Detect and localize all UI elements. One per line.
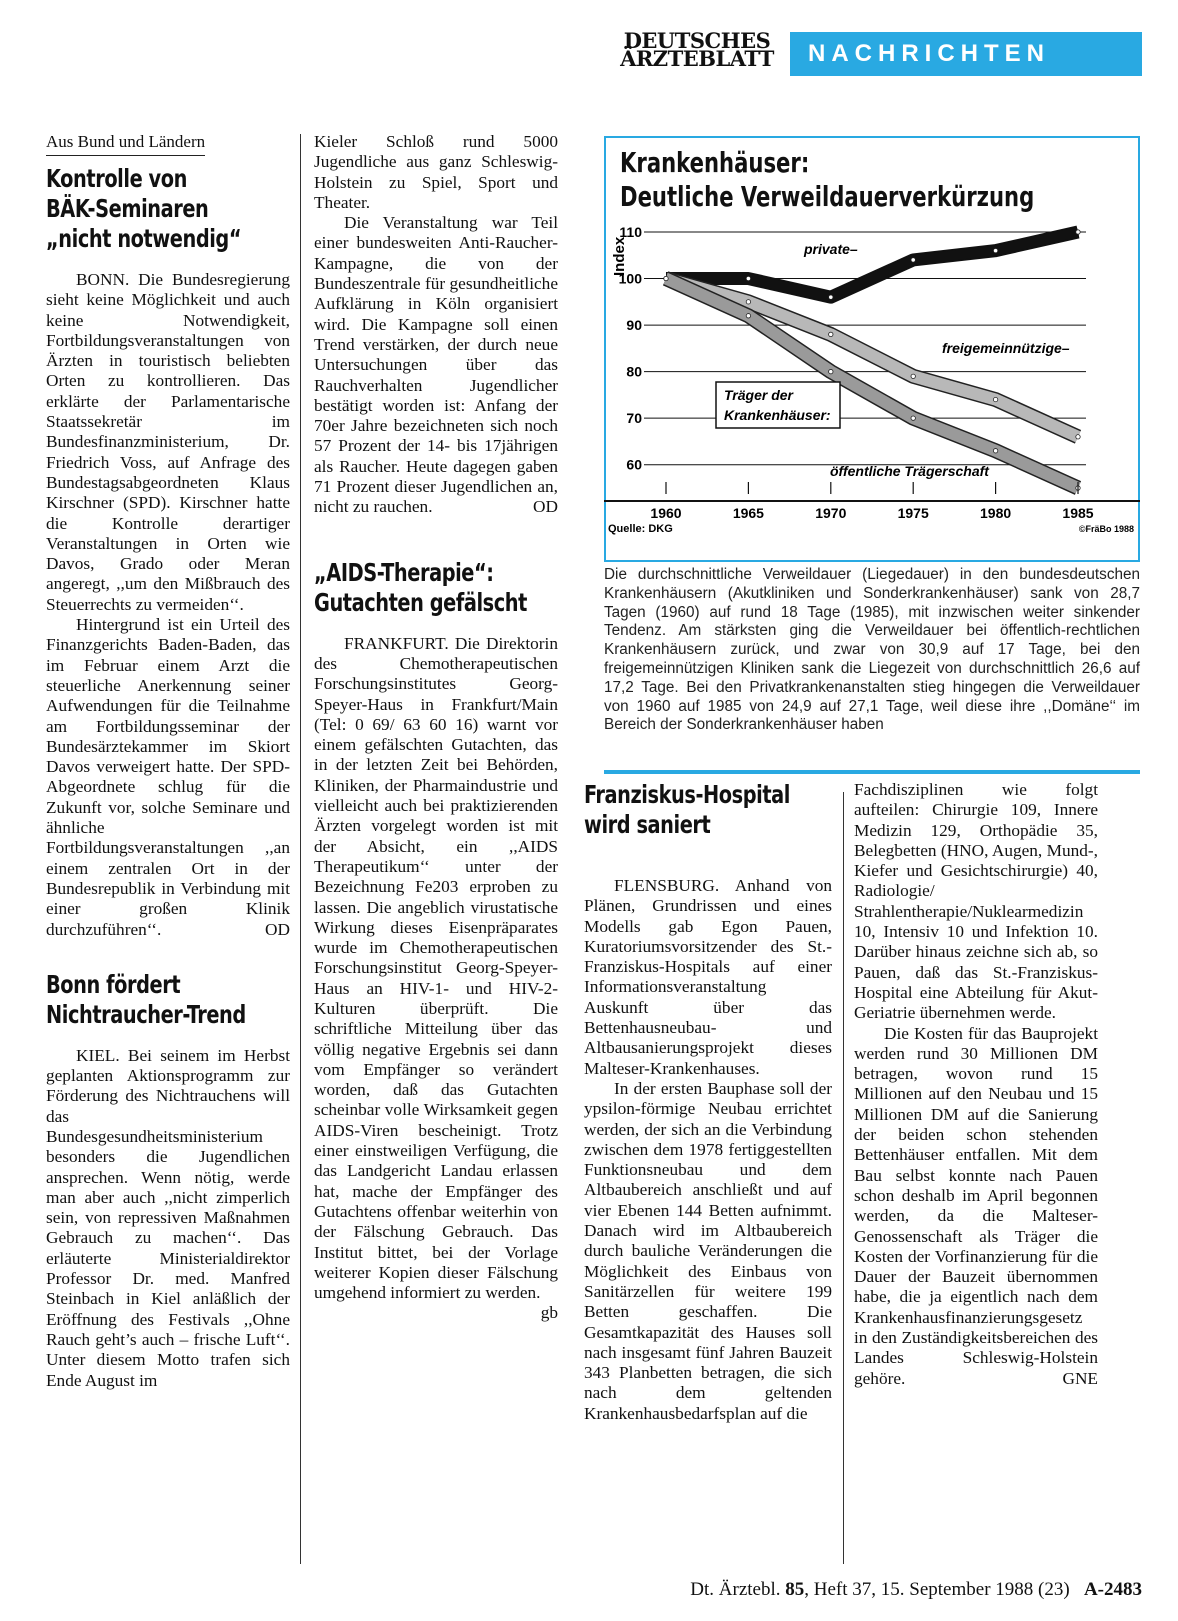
chart-source: Quelle: DKG	[608, 523, 673, 535]
section-rule	[604, 770, 1140, 774]
y-tick-label: 90	[626, 317, 642, 334]
article-paragraph: Die Veranstaltung war Teil einer bundesweiten Anti-Raucher-Kampagne, die von der Bundeszentrale für gesundheitliche Aufklärung in Köln organisiert wird. Die Kampagne soll einen Trend verstärken, der durch neue Untersuchungen über das Rauchverhalten Jugendlicher bestätigt worden ist: Anfang der 70er Jahre bezeichneten sich noch 57 Prozent der 14- bis 17jährigen als Raucher. Heute dagegen gaben 71 Prozent dieser Jugendlichen an, nicht zu rauchen. OD	[314, 213, 558, 517]
page-footer	[572, 1578, 1142, 1602]
y-tick-label: 100	[618, 270, 642, 287]
column-3	[584, 780, 832, 1424]
issue-info: , Heft 37, 15. September 1988 (23)	[804, 1579, 1070, 1600]
column-divider	[843, 792, 844, 1564]
journal-logo	[612, 28, 782, 71]
x-tick-label: 1965	[732, 505, 764, 521]
x-tick-label: 1980	[980, 505, 1012, 521]
data-point	[911, 416, 915, 420]
headline-line: Bonn fördert	[46, 969, 181, 999]
legend-box	[716, 382, 840, 428]
article-paragraph: Die Kosten für das Bauprojekt werden rund 30 Millionen DM betragen, wovon rund 15 Millionen auf den Neubau und 15 Millionen DM auf die Sanierung der beiden schon stehenden Bettenhäuser entfallen. Mit dem Bau selbst konnte nach Pauen schon deshalb im April begonnen werden, da die Malteser-Genossenschaft als Träger die Kosten der Vorfinanzierung für die Dauer der Bauzeit übernommen habe, die ja eigentlich nach dem Krankenhausfinanzierungsgesetz in den Zuständigkeitsbereichen des Landes Schleswig-Holstein gehöre. GNE	[854, 1023, 1098, 1388]
column-2	[314, 132, 558, 1324]
data-point	[746, 276, 750, 280]
article-paragraph: Fachdisziplinen wie folgt aufteilen: Chirurgie 109, Innere Medizin 129, Orthopädie 35, Belegbetten (HNO, Augen, Mund-, Kiefer und Gesichtschirurgie) 40, Radiologie/ Strahlentherapie/Nuklearmedizin 10, Intensiv 10 und Infektion 10. Darüber hinaus zeichne sich ab, so Pauen, daß das St.-Franziskus-Hospital eine Abteilung für Akut-Geriatrie übernehmen werde.	[854, 780, 1098, 1023]
y-tick-label: 60	[626, 456, 642, 473]
chart-credit: ©FräBo 1988	[1078, 524, 1134, 534]
data-point	[1076, 230, 1080, 234]
author-signature: OD	[533, 497, 558, 517]
headline-line: BÄK-Seminaren	[46, 194, 209, 223]
author-signature: GNE	[1062, 1368, 1098, 1388]
series-line	[666, 232, 1078, 297]
column-1	[46, 132, 290, 1391]
x-tick-label: 1975	[897, 505, 929, 521]
legend-box-line: Krankenhäuser:	[724, 407, 831, 423]
data-point	[993, 248, 997, 252]
headline-line: Gutachten gefälscht	[314, 587, 527, 617]
line-chart	[604, 136, 1140, 562]
headline-line: wird saniert	[584, 810, 711, 839]
article-paragraph: In der ersten Bauphase soll der ypsilon-förmige Neubau errichtet werden, der sich an die Verbindung zwischen dem 1978 fertiggestellten Funktionsneubau und dem Altbaubereich anschließt und auf vier Ebenen 144 Betten aufnimmt. Danach wird im Altbaubereich durch bauliche Veränderungen die Möglichkeit des Einbaus von Sanitärzellen für weitere 199 Betten geschaffen. Die Gesamtkapazität des Hauses soll nach insgesamt fünf Jahren Bauzeit 343 Planbetten betragen, die sich nach dem geltenden Krankenhausbedarfsplan auf die	[584, 1078, 832, 1423]
chart-title-line: Deutliche Verweildauerverkürzung	[620, 180, 1035, 213]
author-signature: OD	[265, 919, 290, 939]
column-4	[854, 780, 1098, 1389]
series-label-oeffentliche: öffentliche Trägerschaft	[830, 463, 989, 479]
headline-line: Franziskus-Hospital	[584, 780, 791, 809]
series-label-private: private–	[804, 241, 858, 257]
article-headline	[46, 970, 256, 1030]
data-point	[1076, 435, 1080, 439]
article-headline	[584, 780, 797, 840]
data-point	[993, 449, 997, 453]
data-point	[829, 369, 833, 373]
data-point	[746, 314, 750, 318]
y-tick-label: 70	[626, 410, 642, 427]
article-paragraph: Kieler Schloß rund 5000 Jugendliche aus ganz Schleswig-Holstein zu Spiel, Sport und Theater.	[314, 132, 558, 212]
data-point	[664, 276, 668, 280]
journal-name: Dt. Ärztebl.	[690, 1579, 781, 1600]
y-tick-label: 80	[626, 363, 642, 380]
column-divider	[300, 134, 301, 1564]
headline-line: „nicht notwendig“	[46, 224, 242, 253]
x-tick-label: 1985	[1062, 505, 1094, 521]
article-headline	[46, 164, 256, 254]
data-point	[993, 397, 997, 401]
page-number: A-2483	[1083, 1579, 1142, 1600]
article-paragraph: FLENSBURG. Anhand von Plänen, Grundrissen und eines Modells gab Egon Pauen, Kuratoriumsvorsitzender des St.-Franziskus-Hospitals auf einer Informationsveranstaltung Auskunft über das Bettenhausneubau- und Altbausanierungsprojekt dieses Malteser-Krankenhauses.	[584, 876, 832, 1078]
headline-line: Kontrolle von	[46, 164, 187, 193]
data-point	[911, 374, 915, 378]
y-axis-label: Index	[611, 236, 628, 276]
article-paragraph: BONN. Die Bundesregierung sieht keine Möglichkeit und auch keine Notwendigkeit, Fortbildungsveranstaltungen von Ärzten in touristisch beliebten Orten zu kontrollieren. Das erklärte der Parlamentarische Staatssekretär im Bundesfinanzministerium, Dr. Friedrich Voss, auf Anfrage des Bundestagsabgeordneten Klaus Kirschner (SPD). Kirschner hatte die Kontrolle derartiger Veranstaltungen in Orten wie Davos, Grado oder Meran angeregt, ,,um den Mißbrauch des Steuerrechts zu vermeiden‘‘.	[46, 270, 290, 614]
author-signature: gb	[540, 1303, 558, 1323]
data-point	[829, 332, 833, 336]
data-point	[746, 300, 750, 304]
headline-line: Nichtraucher-Trend	[46, 999, 246, 1029]
x-tick-label: 1960	[650, 505, 682, 521]
article-paragraph: KIEL. Bei seinem im Herbst geplanten Aktionsprogramm zur Förderung des Nichtrauchens will das Bundesgesundheitsministerium besonders die Jugendlichen ansprechen. Wenn nötig, werde man aber auch ,,nicht zimperlich sein, von repressiven Maßnahmen Gebrauch zu machen‘‘. Das erläuterte Ministerialdirektor Professor Dr. med. Manfred Steinbach in Kiel anläßlich der Eröffnung des Festivals ,,Ohne Rauch geht’s auch – frische Luft‘‘. Unter diesem Motto trafen sich Ende August im	[46, 1045, 290, 1390]
legend-box-line: Träger der	[724, 387, 793, 403]
x-tick-label: 1970	[815, 505, 847, 521]
data-point	[829, 295, 833, 299]
logo-line-1: DEUTSCHES	[623, 28, 771, 53]
headline-line: „AIDS-Therapie“:	[314, 557, 494, 587]
chart-caption: Die durchschnittliche Verweildauer (Liegedauer) in den bundesdeutschen Krankenhäusern (Akutkliniken und Sonderkrankenhäuser) sank von 28,7 Tagen (1960) auf rund 18 Tage (1985), mit inzwischen weiter sinkender Tendenz. Am stärksten ging die Verweildauer bei öffentlich-rechtlichen Krankenhäusern zurück, und zwar von 30,9 auf 17 Tage, bei den freigemeinnützigen Kliniken sank die Liegezeit von durchschnittlich 26,6 auf 17,2 Tage. Bei den Privatkrankenanstalten stieg hingegen die Verweildauer von 1960 auf 1985 von 24,9 auf 27,1 Tage, weil diese ihre ,,Domäne‘‘ im Bereich der Sonderkrankenhäuser haben	[604, 566, 1140, 734]
article-headline	[314, 557, 527, 618]
series-label-freigemeinnuetzige: freigemeinnützige–	[942, 340, 1070, 356]
section-kicker: Aus Bund und Ländern	[46, 132, 205, 156]
article-paragraph: Hintergrund ist ein Urteil des Finanzgerichts Baden-Baden, das im Februar einem Arzt die steuerliche Anerkennung seiner Aufwendungen für die Teilnahme am Fortbildungsseminar der Bundesärztekammer im Skiort Davos verweigert hatte. Der SPD-Abgeordnete schlug für die Zukunft vor, solche Seminare und ähnliche Fortbildungsveranstaltungen ,,an einem zentralen Ort in der Bundesrepublik in Verbindung mit einer großen Klinik durchzuführen‘‘. OD	[46, 615, 290, 939]
logo-line-2: ÄRZTEBLATT	[620, 46, 774, 71]
data-point	[911, 258, 915, 262]
y-tick-label: 110	[619, 224, 642, 240]
series-group	[664, 230, 1080, 490]
section-banner: NACHRICHTEN	[790, 32, 1142, 76]
article-paragraph: FRANKFURT. Die Direktorin des Chemotherapeutischen Forschungsinstitutes Georg-Speyer-Haus in Frankfurt/Main (Tel: 0 69/ 63 60 16) warnt vor einem gefälschten Gutachten, das in der letzten Zeit bei Behörden, Kliniken, der Pharmaindustrie und vielleicht auch bei praktizierenden Ärzten vorgelegt worden ist mit der Absicht, ein ,,AIDS Therapeutikum‘‘ unter der Bezeichnung Fe203 erproben zu lassen. Die angeblich virustatische Wirkung dieses Eisenpräparates wurde im Chemotherapeutischen Forschungsinstitut Georg-Speyer-Haus an HIV-1- und HIV-2-Kulturen überprüft. Die schriftliche Mitteilung über das völlig negative Ergebnis sei dann vom Empfänger so verändert worden, daß das Gutachten scheinbar volle Wirksamkeit gegen AIDS-Viren bescheinigt. Trotz einer einstweiligen Verfügung, die das Landgericht Landau erlassen hat, mache der Empfänger des Gutachtens offenbar weiterhin von der Fälschung Gebrauch. Das Institut bittet, bei der Vorlage weiterer Kopien dieser Fälschung umgehend informiert zu werden. gb	[314, 633, 558, 1323]
chart-title-line: Krankenhäuser:	[620, 146, 810, 179]
journal-volume: 85	[785, 1579, 805, 1600]
